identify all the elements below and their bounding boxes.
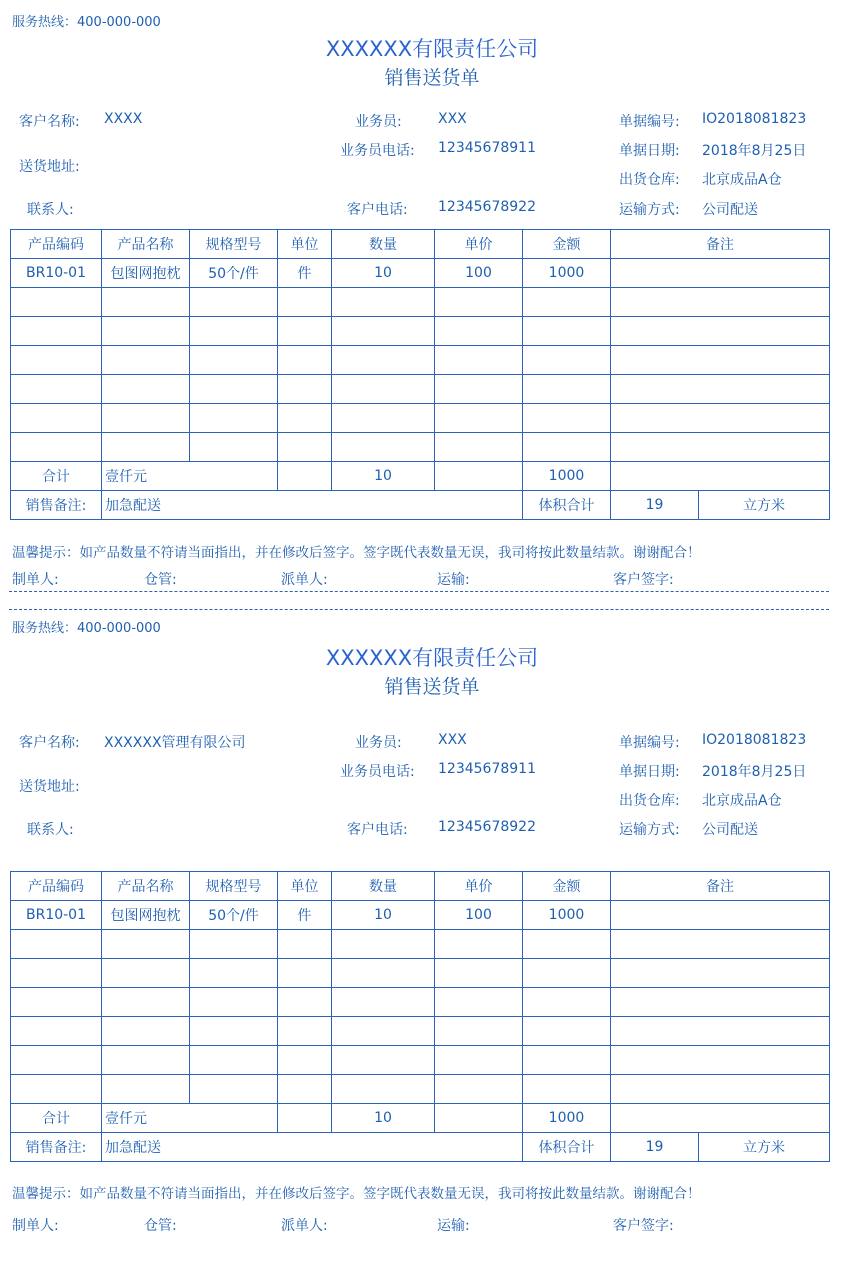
cell	[278, 462, 332, 491]
table-row	[11, 959, 830, 988]
table-cell: BR10-01	[11, 259, 102, 288]
dispatcher-label: 派单人:	[281, 1218, 328, 1234]
remark-label: 销售备注:	[11, 1133, 102, 1162]
table-cell	[435, 1046, 523, 1075]
contact-label: 联系人:	[27, 822, 74, 838]
shipping-label: 运输方式:	[619, 822, 680, 838]
table-cell	[11, 288, 102, 317]
total-row	[11, 1104, 830, 1133]
customer-name-label: 客户名称:	[19, 114, 80, 130]
table-cell	[611, 1046, 830, 1075]
table-cell	[278, 346, 332, 375]
salesperson-phone-label: 业务员电话:	[340, 143, 415, 159]
table-cell	[611, 346, 830, 375]
column-header: 数量	[332, 872, 435, 901]
table-cell	[190, 959, 278, 988]
table-row	[11, 901, 830, 930]
table-cell	[611, 1017, 830, 1046]
table-cell	[190, 1046, 278, 1075]
table-cell	[102, 1017, 190, 1046]
table-cell: 50个/件	[190, 259, 278, 288]
table-cell	[278, 959, 332, 988]
table-cell	[278, 433, 332, 462]
cell	[435, 1104, 523, 1133]
column-header: 单位	[278, 230, 332, 259]
table-cell	[11, 433, 102, 462]
warehouse-label: 出货仓库:	[619, 793, 680, 809]
column-header: 产品名称	[102, 872, 190, 901]
table-cell	[332, 930, 435, 959]
document-title: 销售送货单	[384, 676, 480, 698]
total-row	[11, 462, 830, 491]
salesperson-label: 业务员:	[355, 735, 402, 751]
table-cell	[435, 317, 523, 346]
table-cell	[611, 988, 830, 1017]
table-cell	[611, 259, 830, 288]
salesperson-label: 业务员:	[355, 114, 402, 130]
table-row	[11, 317, 830, 346]
salesperson-phone-label: 业务员电话:	[340, 764, 415, 780]
column-header: 产品编码	[11, 872, 102, 901]
table-row	[11, 259, 830, 288]
table-cell	[332, 959, 435, 988]
table-cell	[332, 404, 435, 433]
table-cell	[611, 375, 830, 404]
document-title: 销售送货单	[384, 67, 480, 89]
table-row	[11, 988, 830, 1017]
column-header: 单价	[435, 872, 523, 901]
customer-name-value: XXXXXX管理有限公司	[104, 735, 246, 751]
keeper-label: 仓管:	[144, 572, 177, 588]
column-header: 备注	[611, 230, 830, 259]
volume-value: 19	[611, 491, 699, 520]
table-row	[11, 404, 830, 433]
table-cell	[523, 288, 611, 317]
table-row	[11, 1017, 830, 1046]
column-header: 备注	[611, 872, 830, 901]
shipping-label: 运输方式:	[619, 202, 680, 218]
service-hotline: 服务热线：400-000-000	[12, 621, 161, 636]
total-quantity: 10	[332, 462, 435, 491]
reminder-text: 温馨提示：如产品数量不符请当面指出，并在修改后签字。签字既代表数量无误，我司将按此数量结款。谢谢配合！	[12, 1186, 701, 1202]
column-header: 规格型号	[190, 872, 278, 901]
warehouse-label: 出货仓库:	[619, 172, 680, 188]
doc-no-label: 单据编号:	[619, 735, 680, 751]
table-cell	[435, 404, 523, 433]
table-cell	[11, 930, 102, 959]
table-cell: 包图网抱枕	[102, 259, 190, 288]
table-cell	[435, 930, 523, 959]
salesperson-phone-value: 12345678911	[438, 761, 536, 777]
table-cell	[523, 433, 611, 462]
table-cell	[435, 959, 523, 988]
table-cell	[102, 930, 190, 959]
table-cell	[190, 1017, 278, 1046]
doc-date-label: 单据日期:	[619, 143, 680, 159]
table-cell	[190, 317, 278, 346]
doc-date-label: 单据日期:	[619, 764, 680, 780]
maker-label: 制单人:	[12, 572, 59, 588]
table-cell	[523, 1046, 611, 1075]
cut-line	[9, 591, 829, 592]
total-label: 合计	[11, 462, 102, 491]
address-label: 送货地址:	[19, 779, 80, 795]
table-cell	[611, 288, 830, 317]
table-cell	[332, 1017, 435, 1046]
doc-date-value: 2018年8月25日	[702, 764, 807, 780]
table-cell	[523, 1075, 611, 1104]
column-header: 产品名称	[102, 230, 190, 259]
table-cell	[435, 1075, 523, 1104]
table-cell	[278, 288, 332, 317]
customer-signature-label: 客户签字:	[613, 1218, 674, 1234]
table-cell	[523, 404, 611, 433]
table-cell	[611, 1075, 830, 1104]
table-row	[11, 1075, 830, 1104]
volume-unit: 立方米	[699, 1133, 830, 1162]
table-cell	[11, 959, 102, 988]
table-cell	[523, 1017, 611, 1046]
table-cell	[332, 988, 435, 1017]
table-row	[11, 288, 830, 317]
table-cell	[102, 988, 190, 1017]
cut-line	[9, 609, 829, 610]
table-cell	[278, 988, 332, 1017]
table-cell	[11, 1046, 102, 1075]
table-cell: 1000	[523, 901, 611, 930]
total-in-words: 壹仟元	[102, 462, 278, 491]
table-cell	[611, 317, 830, 346]
customer-phone-label: 客户电话:	[347, 822, 408, 838]
transport-label: 运输:	[437, 1218, 470, 1234]
column-header: 金额	[523, 872, 611, 901]
table-cell: 10	[332, 259, 435, 288]
table-cell: 件	[278, 901, 332, 930]
table-cell	[332, 346, 435, 375]
table-cell	[102, 433, 190, 462]
table-cell	[102, 375, 190, 404]
table-cell: 10	[332, 901, 435, 930]
table-cell	[278, 1046, 332, 1075]
table-cell	[278, 1075, 332, 1104]
customer-phone-label: 客户电话:	[347, 202, 408, 218]
contact-label: 联系人:	[27, 202, 74, 218]
table-cell	[278, 404, 332, 433]
column-header: 单位	[278, 872, 332, 901]
cell	[435, 462, 523, 491]
table-cell	[435, 433, 523, 462]
address-label: 送货地址:	[19, 159, 80, 175]
table-header-row	[11, 230, 830, 259]
volume-label: 体积合计	[523, 1133, 611, 1162]
table-body	[11, 901, 830, 1104]
table-cell	[11, 317, 102, 346]
column-header: 单价	[435, 230, 523, 259]
table-cell	[102, 288, 190, 317]
remark-row	[11, 491, 830, 520]
table-cell	[190, 346, 278, 375]
table-cell	[523, 317, 611, 346]
table-cell	[435, 375, 523, 404]
table-row	[11, 375, 830, 404]
warehouse-value: 北京成品A仓	[702, 793, 782, 809]
shipping-value: 公司配送	[702, 202, 758, 218]
doc-date-value: 2018年8月25日	[702, 143, 807, 159]
total-in-words: 壹仟元	[102, 1104, 278, 1133]
keeper-label: 仓管:	[144, 1218, 177, 1234]
table-cell	[332, 1075, 435, 1104]
service-hotline: 服务热线：400-000-000	[12, 15, 161, 30]
transport-label: 运输:	[437, 572, 470, 588]
table-cell	[102, 1046, 190, 1075]
remark-row	[11, 1133, 830, 1162]
table-row	[11, 346, 830, 375]
doc-no-value: IO2018081823	[702, 111, 807, 127]
doc-no-value: IO2018081823	[702, 732, 807, 748]
table-cell	[102, 346, 190, 375]
table-row	[11, 433, 830, 462]
column-header: 产品编码	[11, 230, 102, 259]
remark-value: 加急配送	[102, 491, 523, 520]
table-cell: 50个/件	[190, 901, 278, 930]
table-cell	[611, 930, 830, 959]
table-cell	[102, 317, 190, 346]
table-cell	[190, 433, 278, 462]
table-cell	[278, 317, 332, 346]
table-cell	[11, 1075, 102, 1104]
table-row	[11, 1046, 830, 1075]
customer-name-value: XXXX	[104, 111, 143, 127]
table-cell	[332, 1046, 435, 1075]
volume-label: 体积合计	[523, 491, 611, 520]
doc-no-label: 单据编号:	[619, 114, 680, 130]
company-name: XXXXXX有限责任公司	[325, 646, 539, 670]
total-amount: 1000	[523, 462, 611, 491]
dispatcher-label: 派单人:	[281, 572, 328, 588]
volume-unit: 立方米	[699, 491, 830, 520]
table-cell	[102, 1075, 190, 1104]
salesperson-phone-value: 12345678911	[438, 140, 536, 156]
cell	[278, 1104, 332, 1133]
total-quantity: 10	[332, 1104, 435, 1133]
table-cell	[332, 375, 435, 404]
table-cell	[611, 433, 830, 462]
items-table	[10, 229, 830, 520]
table-cell	[102, 959, 190, 988]
table-cell	[435, 288, 523, 317]
table-cell	[523, 375, 611, 404]
table-cell	[102, 404, 190, 433]
shipping-value: 公司配送	[702, 822, 758, 838]
column-header: 金额	[523, 230, 611, 259]
table-cell	[190, 404, 278, 433]
table-cell: BR10-01	[11, 901, 102, 930]
volume-value: 19	[611, 1133, 699, 1162]
salesperson-value: XXX	[438, 732, 467, 748]
table-cell	[611, 901, 830, 930]
table-cell	[11, 988, 102, 1017]
warehouse-value: 北京成品A仓	[702, 172, 782, 188]
cell	[611, 462, 830, 491]
table-cell	[332, 288, 435, 317]
table-cell	[523, 930, 611, 959]
company-name: XXXXXX有限责任公司	[325, 37, 539, 61]
table-cell	[523, 959, 611, 988]
cell	[611, 1104, 830, 1133]
salesperson-value: XXX	[438, 111, 467, 127]
table-cell: 100	[435, 259, 523, 288]
table-cell: 1000	[523, 259, 611, 288]
table-header-row	[11, 872, 830, 901]
table-cell	[435, 1017, 523, 1046]
table-body	[11, 259, 830, 462]
table-cell	[278, 375, 332, 404]
table-cell	[190, 288, 278, 317]
customer-signature-label: 客户签字:	[613, 572, 674, 588]
table-cell	[11, 375, 102, 404]
maker-label: 制单人:	[12, 1218, 59, 1234]
table-cell	[523, 988, 611, 1017]
total-amount: 1000	[523, 1104, 611, 1133]
customer-phone-value: 12345678922	[438, 199, 536, 215]
table-cell	[11, 1017, 102, 1046]
table-cell	[611, 959, 830, 988]
table-cell	[332, 317, 435, 346]
table-cell	[435, 988, 523, 1017]
remark-label: 销售备注:	[11, 491, 102, 520]
table-cell	[190, 1075, 278, 1104]
customer-name-label: 客户名称:	[19, 735, 80, 751]
table-cell	[435, 346, 523, 375]
table-row	[11, 930, 830, 959]
table-cell	[278, 1017, 332, 1046]
table-cell	[190, 375, 278, 404]
table-cell	[11, 404, 102, 433]
table-cell	[278, 930, 332, 959]
table-cell: 100	[435, 901, 523, 930]
table-cell	[611, 404, 830, 433]
table-cell	[523, 346, 611, 375]
remark-value: 加急配送	[102, 1133, 523, 1162]
table-cell	[332, 433, 435, 462]
total-label: 合计	[11, 1104, 102, 1133]
reminder-text: 温馨提示：如产品数量不符请当面指出，并在修改后签字。签字既代表数量无误，我司将按此数量结款。谢谢配合！	[12, 545, 701, 561]
column-header: 数量	[332, 230, 435, 259]
column-header: 规格型号	[190, 230, 278, 259]
table-cell	[11, 346, 102, 375]
table-cell	[190, 930, 278, 959]
table-cell: 件	[278, 259, 332, 288]
table-cell: 包图网抱枕	[102, 901, 190, 930]
customer-phone-value: 12345678922	[438, 819, 536, 835]
table-cell	[190, 988, 278, 1017]
items-table	[10, 871, 830, 1162]
